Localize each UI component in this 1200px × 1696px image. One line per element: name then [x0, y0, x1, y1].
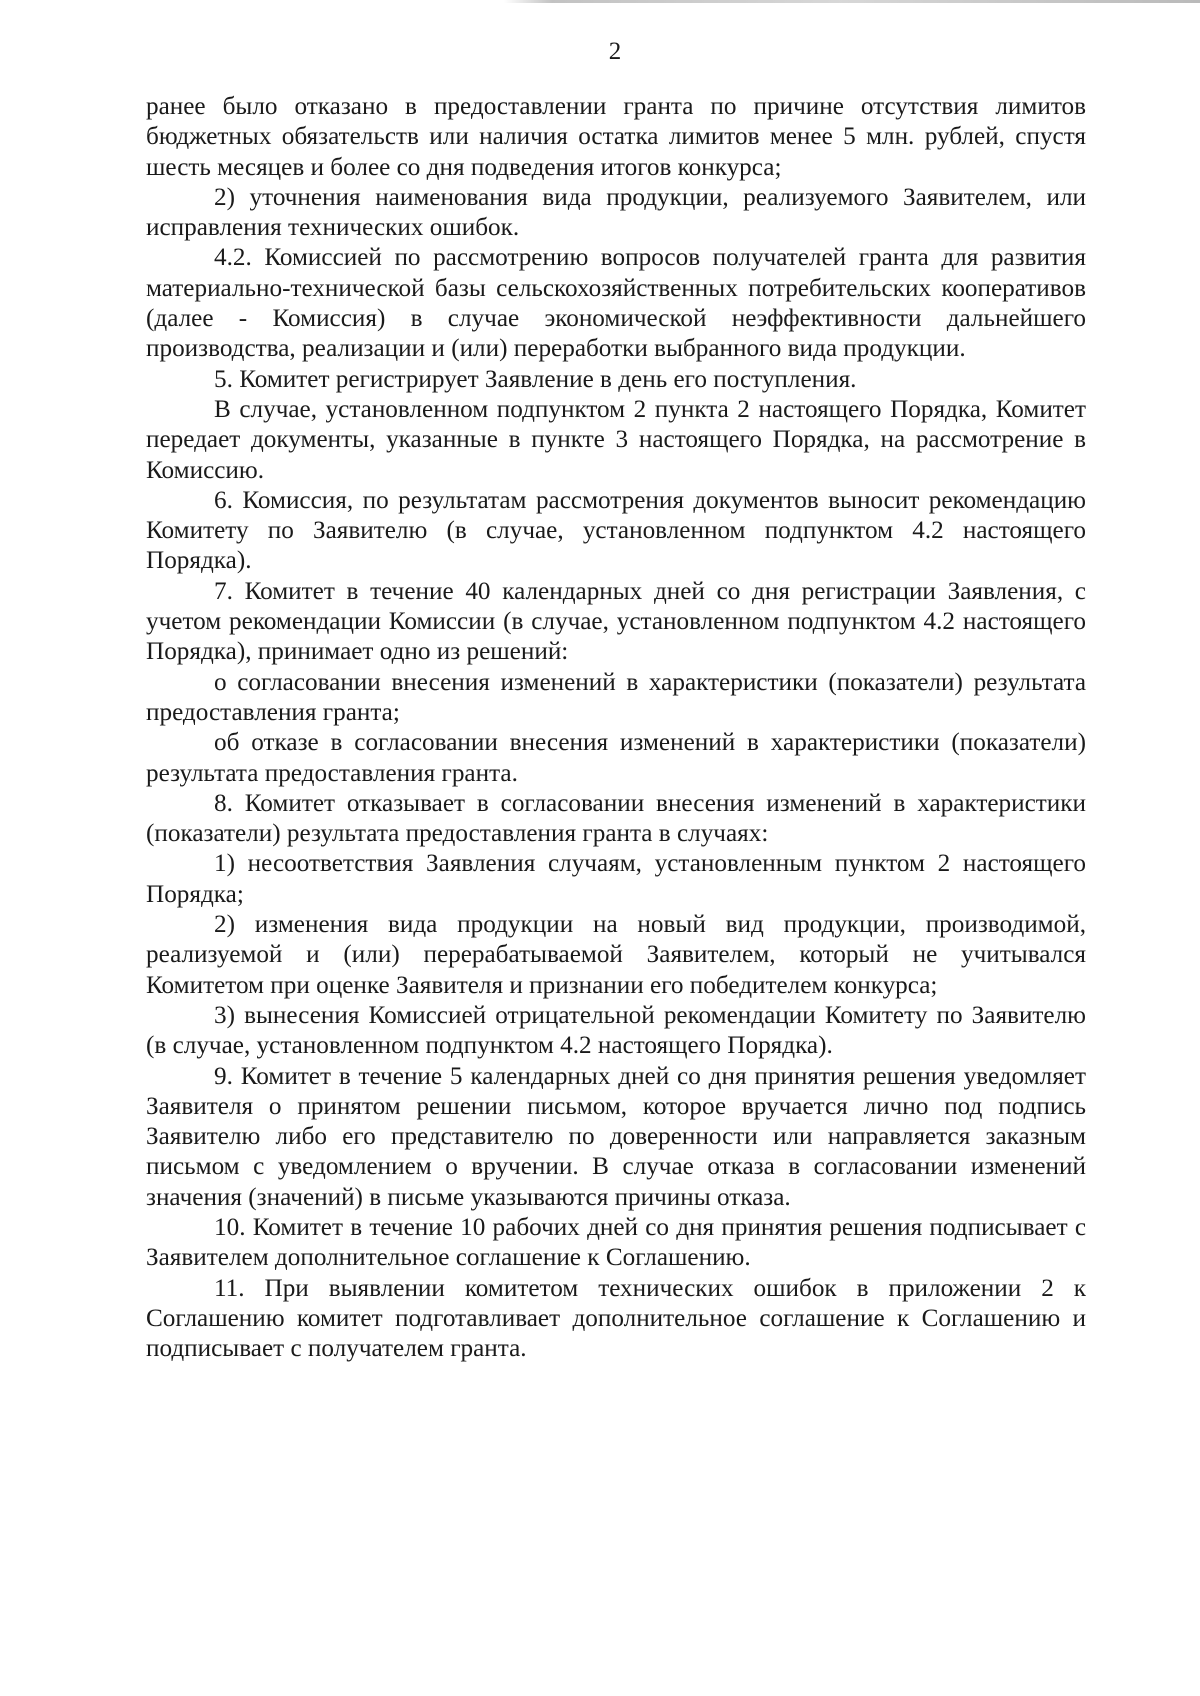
- paragraph-continuation: ранее было отказано в предоставлении гранта по причине отсутствия лимитов бюджетных обязательств или наличия остатка лимитов менее 5 млн. рублей, спустя шесть месяцев и более со дня подведения итогов конкурса;: [146, 93, 1086, 181]
- paragraph-8: 8. Комитет отказывает в согласовании внесения изменений в характеристики (показатели) результата предоставления гранта в случаях:: [146, 789, 1086, 848]
- paragraph-11: 11. При выявлении комитетом технических ошибок в приложении 2 к Соглашению комитет подготавливает дополнительное соглашение к Соглашению и подписывает с получателем гранта.: [146, 1274, 1086, 1363]
- paragraph-7: 7. Комитет в течение 40 календарных дней со дня регистрации Заявления, с учетом рекомендации Комиссии (в случае, установленном подпунктом 4.2 настоящего Порядка), принимает одно из решений:: [146, 577, 1086, 666]
- paragraph-5-case: В случае, установленном подпунктом 2 пункта 2 настоящего Порядка, Комитет передает документы, указанные в пункте 3 настоящего Порядка, на рассмотрение в Комиссию.: [146, 395, 1086, 484]
- paragraph-7-approve: о согласовании внесения изменений в характеристики (показатели) результата предоставления гранта;: [146, 668, 1086, 726]
- paragraph-item-2: 2) уточнения наименования вида продукции, реализуемого Заявителем, или исправления технических ошибок.: [146, 183, 1086, 242]
- paragraph-8-2: 2) изменения вида продукции на новый вид продукции, производимой, реализуемой и (или) перерабатываемой Заявителем, который не учитывался Комитетом при оценке Заявителя и признании его победителем конкурса;: [146, 911, 1086, 999]
- paragraph-10: 10. Комитет в течение 10 рабочих дней со дня принятия решения подписывает с Заявителем дополнительное соглашение к Соглашению.: [146, 1213, 1086, 1272]
- page-number: 2: [608, 38, 622, 65]
- paragraph-6: 6. Комиссия, по результатам рассмотрения документов выносит рекомендацию Комитету по Заявителю (в случае, установленном подпунктом 4.2 настоящего Порядка).: [146, 486, 1086, 575]
- paragraph-8-3: 3) вынесения Комиссией отрицательной рекомендации Комитету по Заявителю (в случае, установленном подпунктом 4.2 настоящего Порядка).: [146, 1001, 1086, 1060]
- paragraph-4-2: 4.2. Комиссией по рассмотрению вопросов получателей гранта для развития материально-технической базы сельскохозяйственных потребительских кооперативов (далее - Комиссия) в случае экономической неэффективности дальнейшего производства, реализации и (или) переработки выбранного вида продукции.: [146, 244, 1086, 363]
- paragraph-5: 5. Комитет регистрирует Заявление в день его поступления.: [214, 365, 857, 393]
- scan-edge: [0, 0, 1200, 3]
- document-body: [146, 92, 1086, 1364]
- paragraph-7-refuse: об отказе в согласовании внесения изменений в характеристики (показатели) результата предоставления гранта.: [146, 729, 1086, 787]
- paragraph-8-1: 1) несоответствия Заявления случаям, установленным пунктом 2 настоящего Порядка;: [146, 850, 1086, 908]
- paragraph-9: 9. Комитет в течение 5 календарных дней со дня принятия решения уведомляет Заявителя о принятом решении письмом, которое вручается лично под подпись Заявителю либо его представителю по доверенности или направляется заказным письмом с уведомлением о вручении. В случае отказа в согласовании изменений значения (значений) в письме указываются причины отказа.: [146, 1062, 1086, 1211]
